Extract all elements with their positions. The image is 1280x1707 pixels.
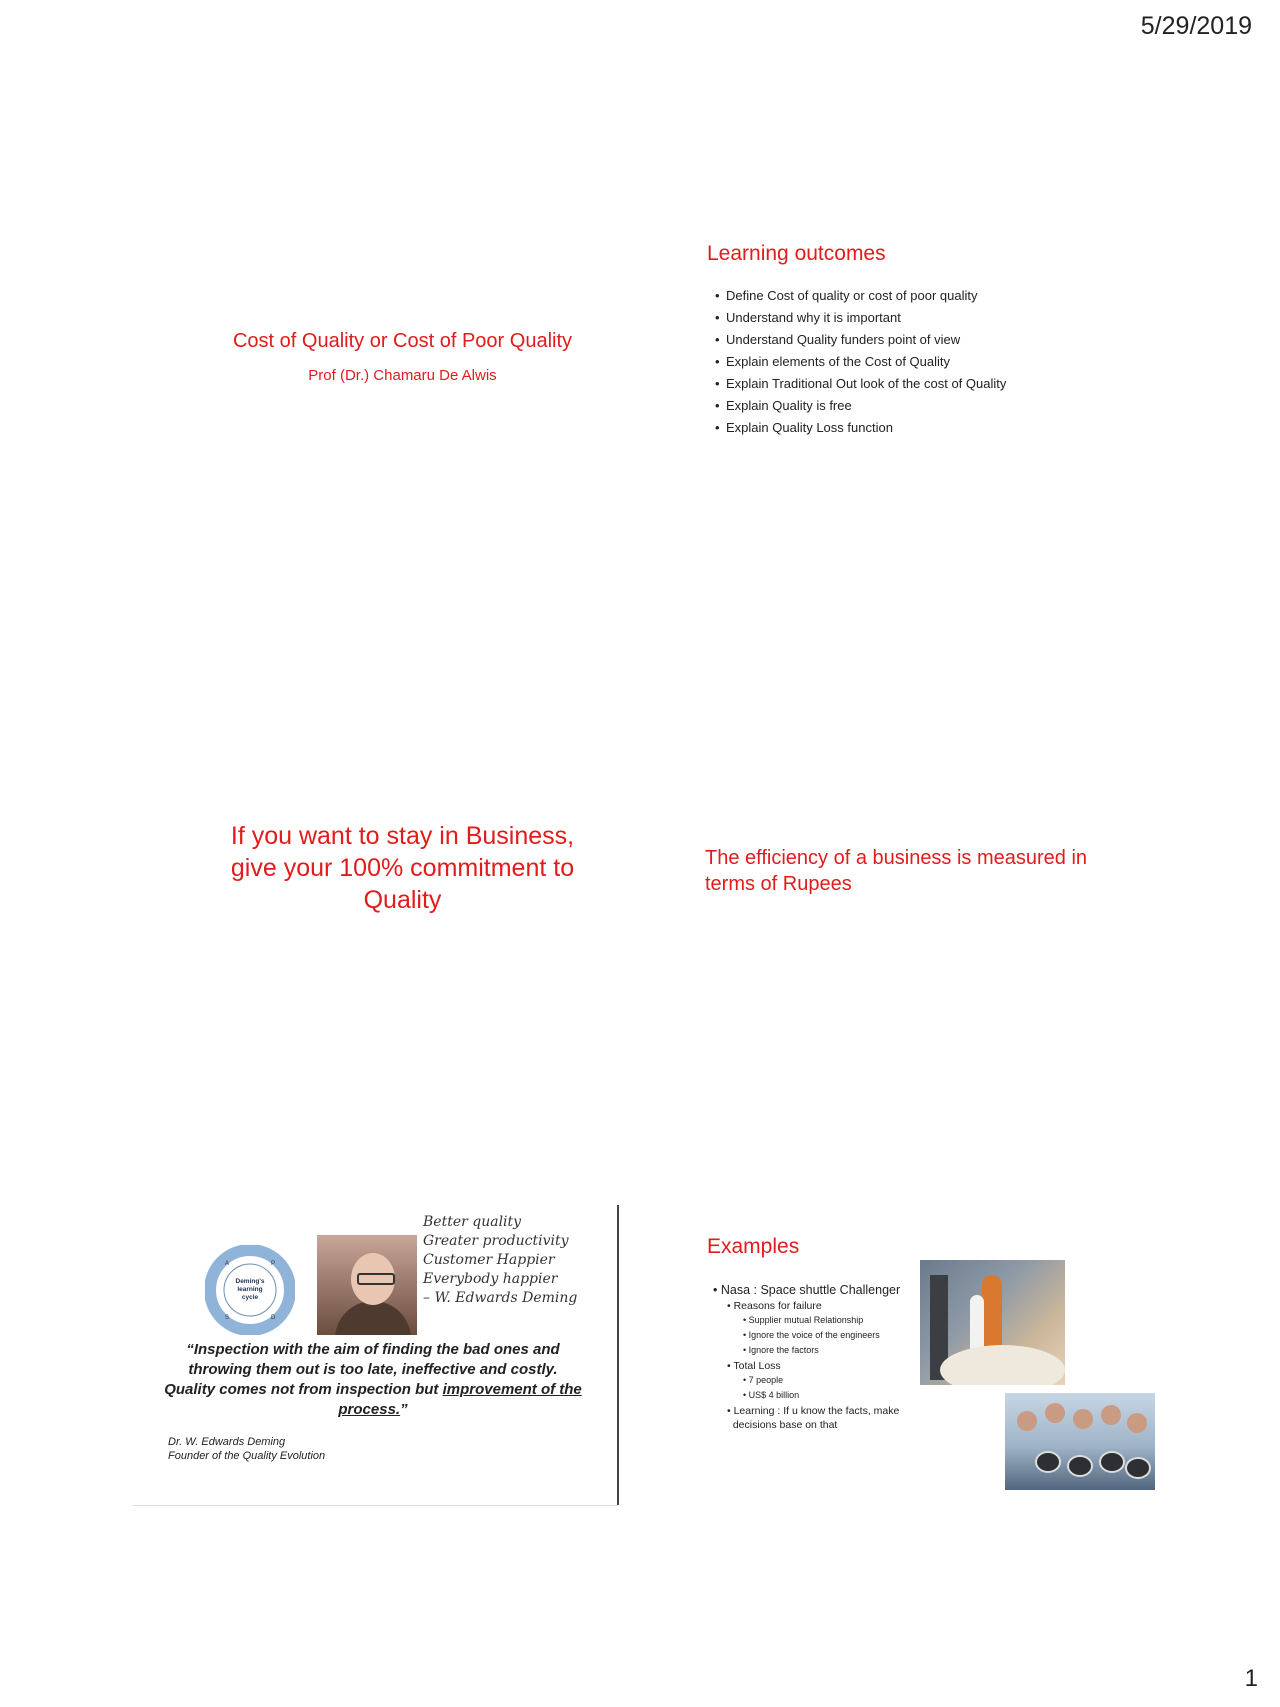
handwriting-line-2: Greater productivity <box>423 1233 569 1249</box>
handwriting-line-1: Better quality <box>423 1214 522 1230</box>
crew-member <box>1073 1409 1093 1429</box>
fuel-tank <box>982 1275 1002 1350</box>
handwriting-line-5: – W. Edwards Deming <box>423 1290 578 1306</box>
list-item-text: 7 people <box>748 1375 784 1385</box>
slide-commitment <box>135 790 670 1085</box>
efficiency-text <box>705 845 1125 897</box>
helmet <box>1035 1451 1061 1473</box>
examples-title: Examples <box>707 1235 800 1258</box>
list-item-text: Supplier mutual Relationship <box>748 1315 864 1325</box>
crew-member <box>1017 1411 1037 1431</box>
example-sub-3-line-2: decisions base on that <box>732 1419 838 1431</box>
commitment-line-2: give your 100% commitment to <box>230 854 575 882</box>
learning-outcomes-title: Learning outcomes <box>707 242 886 265</box>
list-item: • US$ 4 billion <box>743 1390 800 1400</box>
list-item: • Understand Quality funders point of view <box>717 329 1006 351</box>
slide-examples <box>705 1205 1240 1500</box>
cycle-letter-s: S <box>225 1315 230 1321</box>
example-sub-2-text: Total Loss <box>733 1360 781 1372</box>
list-item: • Explain Quality Loss function <box>717 417 1006 439</box>
example-sub-3: • Learning : If u know the facts, make decisions base on that <box>727 1405 900 1431</box>
handwriting-line-4: Everybody happier <box>423 1271 558 1287</box>
helmet <box>1067 1455 1093 1477</box>
commitment-text <box>145 820 660 916</box>
handwriting-line-3: Customer Happier <box>423 1252 555 1268</box>
learning-outcomes-list <box>705 285 1006 439</box>
portrait-body <box>335 1301 411 1335</box>
list-item: • Ignore the factors <box>743 1345 819 1355</box>
shuttle-launch-photo <box>920 1260 1065 1385</box>
launch-smoke <box>940 1345 1065 1385</box>
example-sub-2: • Total Loss <box>727 1360 781 1372</box>
slide-title-author: Prof (Dr.) Chamaru De Alwis <box>308 367 497 384</box>
deming-quote <box>163 1340 583 1420</box>
list-item: • Explain Quality is free <box>717 395 1006 417</box>
list-item-text: Ignore the factors <box>748 1345 819 1355</box>
example-sub-1-text: Reasons for failure <box>733 1300 822 1312</box>
efficiency-line-2: terms of Rupees <box>705 873 852 895</box>
crew-photo <box>1005 1393 1155 1490</box>
quote-main: “Inspection with the aim of finding the bad ones and throwing them out is too late, ineffective and costly. Quality comes not from inspection but <box>164 1341 560 1398</box>
efficiency-line-1: The efficiency of a business is measured in <box>705 847 1088 869</box>
example-sub-1: • Reasons for failure <box>727 1300 822 1312</box>
page-number: 1 <box>1244 1665 1258 1692</box>
slide-deming-quote <box>133 1205 618 1506</box>
author-role: Founder of the Quality Evolution <box>168 1450 326 1462</box>
list-item: • Explain Traditional Out look of the cost of Quality <box>717 373 1006 395</box>
list-item: • Supplier mutual Relationship <box>743 1315 864 1325</box>
cycle-letter-p: P <box>271 1261 276 1267</box>
quote-underlined: improvement of the process. <box>338 1381 582 1418</box>
cycle-label-1: Deming's <box>235 1278 265 1285</box>
list-item: • 7 people <box>743 1375 784 1385</box>
slide-title <box>135 210 670 505</box>
quote-attribution <box>168 1435 325 1463</box>
example-item-1: • Nasa : Space shuttle Challenger <box>713 1283 901 1297</box>
cycle-letter-a: A <box>225 1261 230 1267</box>
crew-member <box>1045 1403 1065 1423</box>
crew-member <box>1127 1413 1147 1433</box>
list-item: • Explain elements of the Cost of Quality <box>717 351 1006 373</box>
cycle-label-2: learning <box>237 1286 263 1293</box>
list-item: • Understand why it is important <box>717 307 1006 329</box>
helmet <box>1125 1457 1151 1479</box>
list-item: • Ignore the voice of the engineers <box>743 1330 880 1340</box>
list-item: • Define Cost of quality or cost of poor quality <box>717 285 1006 307</box>
example-sub-3-line-1: Learning : If u know the facts, make <box>733 1405 900 1417</box>
commitment-line-1: If you want to stay in Business, <box>230 822 575 850</box>
helmet <box>1099 1451 1125 1473</box>
crew-member <box>1101 1405 1121 1425</box>
slide-divider <box>617 1205 619 1505</box>
handwritten-note <box>423 1213 593 1308</box>
deming-portrait <box>317 1235 417 1335</box>
portrait-glasses <box>357 1273 395 1285</box>
cycle-letter-d: D <box>271 1315 276 1321</box>
list-item-text: Ignore the voice of the engineers <box>748 1330 880 1340</box>
author-name: Dr. W. Edwards Deming <box>168 1436 286 1448</box>
slide-efficiency <box>705 790 1240 1085</box>
slide-learning-outcomes <box>705 210 1240 505</box>
example-item-1-text: Nasa : Space shuttle Challenger <box>720 1283 901 1297</box>
list-item-text: US$ 4 billion <box>748 1390 800 1400</box>
cycle-label-3: cycle <box>241 1294 259 1301</box>
print-date: 5/29/2019 <box>1140 12 1252 40</box>
quote-end: ” <box>400 1401 408 1418</box>
deming-cycle-diagram <box>205 1245 295 1335</box>
commitment-line-3: Quality <box>363 886 442 914</box>
slide-title-heading: Cost of Quality or Cost of Poor Quality <box>232 330 573 352</box>
